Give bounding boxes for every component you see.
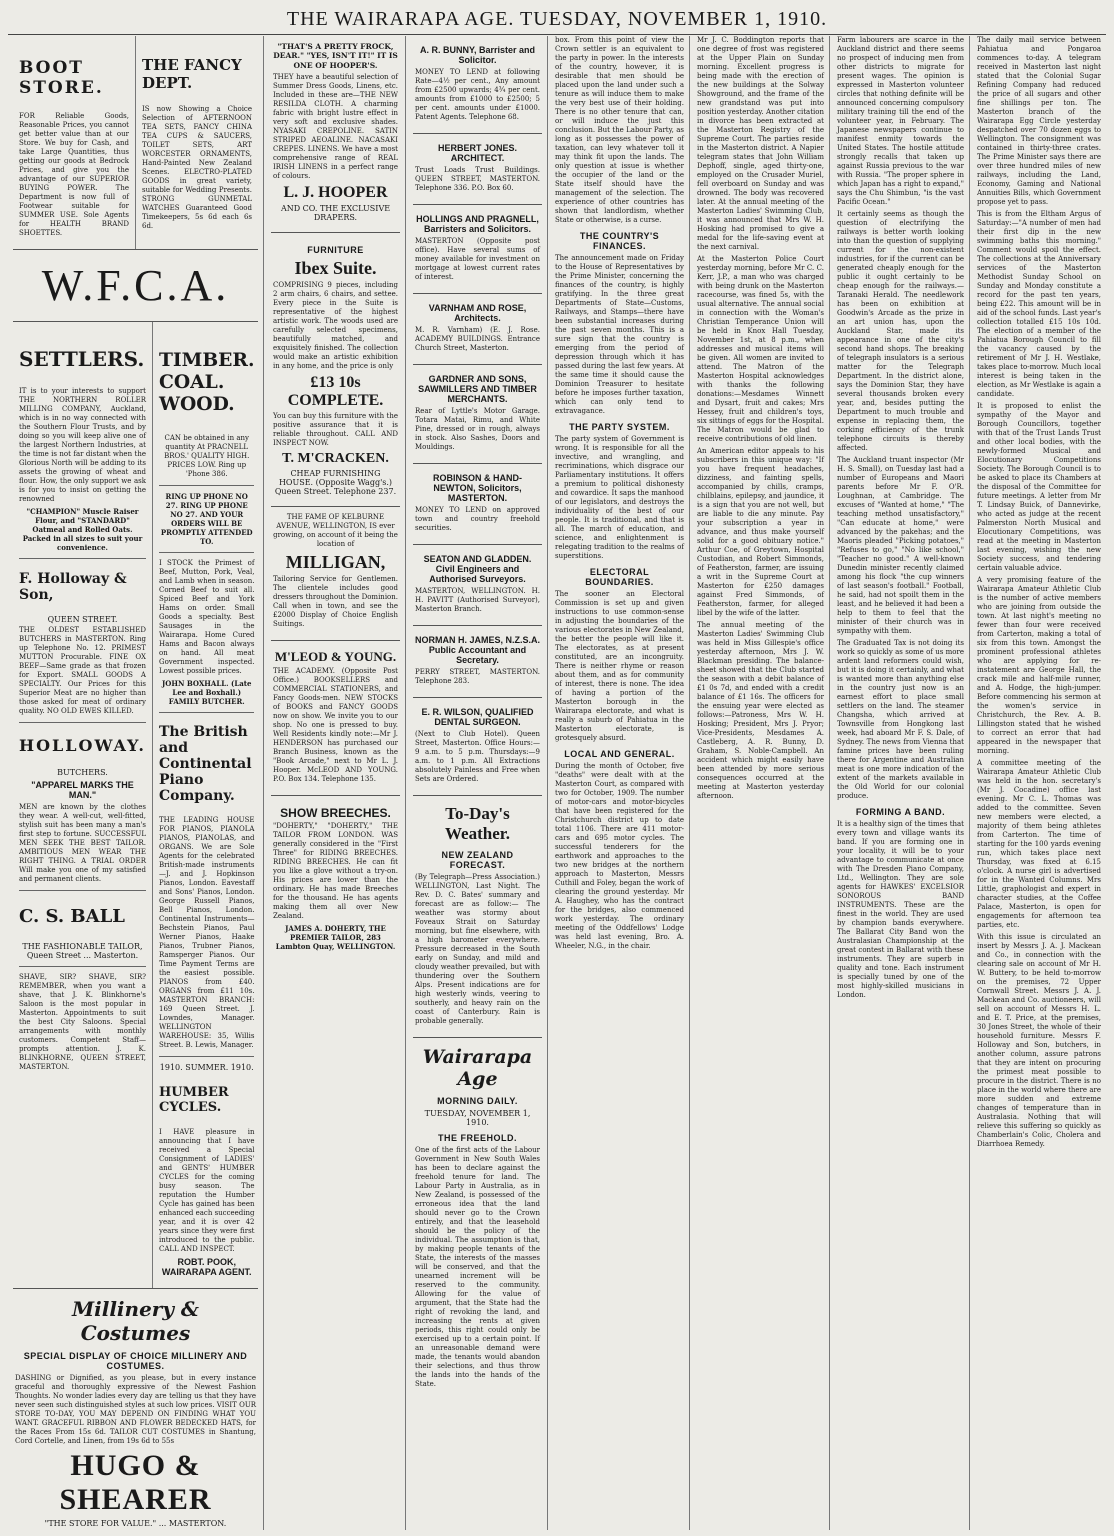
ad-wfca xyxy=(13,250,258,322)
hollings-text: MASTERTON (Opposite post office). Have several sums of money available for investment on mortgage at lowest current rates of interest. xyxy=(415,237,540,281)
pook-text: ROBT. POOK, WAIRARAPA AGENT. xyxy=(161,1256,252,1277)
humber-title: HUMBER CYCLES. xyxy=(158,1084,229,1115)
local-text: During the month of October, five "deaths" were dealt with at the Masterton Court, as compared with two for October, 1909. The number of motor-cars and motor-bicycles that have been registered for the Christchurch district up to date total 1106. There are 411 motor-cars and 695 motor cycles. The successful tenderers for the earthwork and approaches to the two new bridges at the northern approach to Masterton, Messrs Cuthill and Foley, began the work of clearing the ground yesterday. Mr A. Haughey, who has the contract for the bridges, also commenced work yesterday. The ordinary meeting of the Oddfellows' Lodge was held last evening, Bro. A. Wheeler, N.G., in the chair. xyxy=(555,762,684,950)
mcracken-sub: CHEAP FURNISHING HOUSE. (Opposite Wagg's.) Queen Street. Telephone 237. xyxy=(274,469,397,497)
mcracken-title: T. M'CRACKEN. xyxy=(282,451,389,467)
age-subtitle: MORNING DAILY. xyxy=(437,1096,518,1106)
ibex-price: £13 10s COMPLETE. xyxy=(287,374,384,410)
boot-store-text: FOR Reliable Goods, Reasonable Prices, you cannot get better value than at our Store. We buy for Cash, and take Large Quantities, thus getting our goods at Bedrock Prices, and give you the advantage of our SUPERIOR BUYING POWER. The Department is now full of Footwear suitable for SUMMER USE. Sole Agents for HEALTH BRAND SHOETTES. xyxy=(19,112,129,238)
divider xyxy=(19,558,146,559)
divider xyxy=(19,722,146,723)
timber-title: TIMBER. COAL. WOOD. xyxy=(158,348,255,415)
wilson-text: (Next to Club Hotel). Queen Street, Masterton. Office Hours:—9 a.m. to 5 p.m. Thursdays:—9 a.m. to 1 p.m. All Extractions absolutely Painless and Free when Sets are Ordered. xyxy=(415,730,540,783)
col6-text4: The annual meeting of the Masterton Ladies' Swimming Club was held in Miss Gillespie's office yesterday afternoon, Mrs J. W. Blackman presiding. The balance-sheet showed that the Club started the season with a debit balance of £1 0s 7d, and ended with a credit balance of £1 16s. The officers for the ensuing year were elected as follows:—Patroness, Mrs W. H. Hosking; President, Mrs J. Pryor; Vice-Presidents, Mesdames A. Castleberg, A. R. Bunny, D. Graham, S. Noble-Campbell. An accident which might easily have been attended by more serious consequences occurred at the meeting at Masterton yesterday afternoon. xyxy=(697,621,824,800)
col6-text2: At the Masterton Police Court yesterday morning, before Mr C. C. Kerr, J.P., a man who was charged with being drunk on the Masterton racecourse, was fined 5s, with the usual alternative. The annual social in connection with the Woman's Christian Temperance Union will be held in Knox Hall Tuesday, November 1st, at 8 p.m., when addresses and musical items will be given. All women are invited to attend. The Matron of the Masterton Hospital acknowledges with thanks the following donations:—Mesdames Winnett and Dysart, fruit and cakes; Mrs Hessey, fruit and children's toys, six sittings of eggs for the Hospital. The Matron would be glad to receive contributions of old linen. xyxy=(697,255,824,443)
humber-dates: 1910. SUMMER. 1910. xyxy=(159,1062,254,1072)
robinson-title: ROBINSON & HAND-NEWTON, Solicitors, MASTERTON. xyxy=(433,473,522,503)
timber-text: CAN be obtained in any quantity At PRACNELL BROS.' QUALITY HIGH. PRICES LOW. Ring up 'Phone 386. xyxy=(164,433,250,478)
col6-text1: Mr J. C. Boddington reports that one degree of frost was registered at the Upper Plain on Sunday morning. Excellent progress is being made with the erection of the new buildings at the Solway Showground, and the frame of the new grandstand was put into position yesterday. Another citation in divorce has been extracted at the Masterton Registry of the Supreme Court. The parties reside in the Masterton district. A Napier telegram states that John William Dephoff, single, aged thirty-one, employed on the Crusader Muriel, fell overboard on Sunday and was drowned. The body was recovered later. At the annual meeting of the Masterton Ladies' Swimming Club, it was announced that Mrs W. H. Hosking had promised to give a medal for the life-saving event at the next carnival. xyxy=(697,36,824,251)
column-5 xyxy=(550,36,690,1530)
finance-heading: THE COUNTRY'S FINANCES. xyxy=(579,231,660,251)
col5-text1: box. From this point of view the Crown settler is an equivalent to the party in power. In the interests of the country, however, it is desirable that men should be placed upon the land under such a tenure as will induce them to make the very best use of their holding. There is no other tenure that can, or will induce the just this conclusion. But the Labour Party, as long as it possesses the power of taxation, can levy whatever toll it may think fit upon the lands. The only question at issue is whether the occupier of the land or the State itself should have the management of the selection. The experience of other countries has shown that landlordism, whether State or otherwise, is a curse. xyxy=(555,36,684,224)
party-text: The party system of Government is wrong. It is responsible for all the invective, and wrangling, and recriminations, which disgrace our Parliamentary institutions. It offers a premium to political dishonesty and cowardice. It saps the manhood of our legislators, and destroys the individuality of the best of our people. It is traditional, and that is all. The march of education, and science, and enlightenment is relegating tradition to the realms of superstitions. xyxy=(555,435,684,560)
men-text: MEN are known by the clothes they wear. A well-cut, well-fitted, stylish suit has been many a man's first step to fortune. SUCCESSFUL MEN SEEK THE BEST TAILOR. AMBITIOUS MEN WEAR THE RIGHT THING. A TRIAL ORDER Will make you one of my satisfied and permanent clients. xyxy=(19,803,146,884)
ad-settlers-timber xyxy=(13,322,258,1289)
doherty-text: JAMES A. DOHERTY, THE PREMIER TAILOR, 283 Lambton Quay, WELLINGTON. xyxy=(275,924,396,952)
column-6 xyxy=(692,36,830,1530)
col8-text6: With this issue is circulated an insert by Messrs J. A. J. Mackean and Co., in connection with the clearing sale on account of Mr H. W. Buttery, to be held to-morrow on the premises, 72 Upper Cornwall Street. Messrs J. A. J. Mackean and Co. auctioneers, will sell on account of Messrs H. L. and E. T. Price, at the premises, 30 Jones Street, the whole of their household furniture. Messrs F. Holloway and Son, butchers, in another column, assure patrons that they are intent on procuring the primest meat possible to procure in the district. There is no place in the world where there are more sudden and extreme changes of temperature than in Australasia. Nothing that will relieve this suffering so quickly as Chamberlain's Colic, Cholera and Diarrhoea Remedy. xyxy=(977,933,1101,1148)
ad-boot-fancy xyxy=(13,36,258,250)
ibex-text: COMPRISING 9 pieces, including 2 arm chairs, 6 chairs, and settee. Every piece in the Suite is representative of the highest artistic work. The woods used are carefully selected specimens, beautifully matched, and exquisitely finished. The collection would make an artistic exhibition in any home, and the price is only xyxy=(273,281,398,371)
piano-title: The British and Continental Piano Company. xyxy=(158,724,252,805)
bunny-text: MONEY TO LEND at following Rate—4½ per cent., Any amount from £2500 upwards; 4¾ per cent. amounts from £1000 to £2500; 5 per cent. amounts under £1000. Patent Agents. Telephone 68. xyxy=(415,68,540,121)
divider xyxy=(159,712,255,713)
card-james xyxy=(413,626,542,698)
hooper-title: L. J. HOOPER xyxy=(283,184,388,202)
holloway-street: QUEEN STREET. xyxy=(47,614,118,624)
column-7 xyxy=(832,36,970,1530)
ad-milligan xyxy=(271,507,400,641)
fancy-dept-text: IS now Showing a Choice Selection of AFTERNOON TEA SETS, FANCY CHINA TEA CUPS & SAUCERS, TOILET SETS, ART WORCESTER ORNAMENTS, Hand-Painted New Zealand Scenes. ELECTRO-PLATED GOODS in great variety, suitable for Wedding Presents. STRONG GUNMETAL WATCHES Guaranteed Good Timekeepers, 5s 6d each 6s 6d. xyxy=(142,104,252,230)
ad-frock xyxy=(271,36,400,233)
settlers-text: IT is to your interests to support THE NORTHERN ROLLER MILLING COMPANY, Auckland, which is in no way connected with the Southern Flour Trusts, and by doing so you will keep alive one of the largest Northern Industries, at the time is not far distant when the Glorious North will be adding to its assets the growing of wheat and flour. How, the only support we ask is for you to insist on getting the renowned xyxy=(19,387,146,504)
milligan-head: THE FAME OF KELBURNE AVENUE, WELLINGTON, IS ever growing, on account of it being the location of xyxy=(273,513,398,549)
finance-text: The announcement made on Friday to the House of Representatives by the Prime Minister, concerning the finances of the country, is highly gratifying. In the three great Departments of State—Customs, Railways, and Stamps—there have been substantial increases during the past seven months. This is a sure sign that the country is emerging from the period of depression through which it has passed during the last few years. At the same time it should cause the Dominion Treasurer to hesitate before he imposes further taxation, which can only tend to extravagance. xyxy=(555,254,684,415)
millinery-subtitle: SPECIAL DISPLAY OF CHOICE MILLINERY AND COSTUMES. xyxy=(23,1350,248,1371)
divider xyxy=(159,485,255,486)
column-4 xyxy=(408,36,548,1530)
ad-breeches xyxy=(271,796,400,962)
ad-mcleod-young xyxy=(271,641,400,796)
ad-timber xyxy=(153,322,261,1288)
stock-text: I STOCK the Primest of Beef, Mutton, Pork, Veal, and Lamb when in season. Corned Beef to suit all. Spiced Beef and York Hams on order. Small Goods a specialty. Best Sausages in the Wairarapa. Home Cured Hams and Bacon always on hand. All meat Government inspected. Lowest possible prices. xyxy=(158,558,255,675)
col8-text3: It is proposed to enlist the sympathy of the Mayor and Borough Councillors, together with that of the Trust Lands Trust and other local bodies, with the newly-formed Musical and Elocutionary Competitions Society. The Borough Council is to be asked to place its Chambers at the disposal of the Committee for future meetings. A letter from Mr T. Lindsay Buick, of Dannevirke, who acted as judge at the recent Palmerston North Musical and Elocutionary Competitions, was read at the meeting in Masterton last evening, wishing the new Society success, and tendering certain valuable advice. xyxy=(977,402,1101,572)
divider xyxy=(19,966,146,967)
piano-text: THE LEADING HOUSE FOR PIANOS, PIANOLA PIANOS, PIANOLAS, and ORGANS. We are Sole Agents for the celebrated British-made instruments—J. and J. Hopkinson Pianos, London. Eavestaff and Sons' Pianos, London. George Russell Pianos, Bell Pianos, London. Continental Instruments—Bechstein Pianos, Paul Werner Pianos, Haake Pianos, Trubner Pianos, Ramsperger Pianos. Our Time Payment Terms are the easiest possible. PIANOS from £40. ORGANS from £11 10s. MASTERTON BRANCH: 169 Queen Street. J. Lowndes, Manager. WELLINGTON WAREHOUSE: 35, Willis Street. B. Lewis, Manager. xyxy=(158,815,255,1049)
col7-text4: The Graduated Tax is not doing its work so quickly as some of us more ardent land reformers could wish, but it is doing it certainly, and what is wanted more than anything else in the country just now is an earnest effort to place small settlers on the land. The steamer Changsha, which arrived at Townsville from Hongkong last week, had aboard Mr F. S. Dale, of Sydney. The news from Vienna that famine prices have been ruling there for Argentine and Australian meat is one more indication of the extent of the markets available in the Old World for our colonial produce. xyxy=(837,639,964,800)
band-text: It is a healthy sign of the times that every town and village wants its band. If you are forming one in your locality, it will be to your advantage to communicate at once with The Dresden Piano Company, Ltd., Wellington. They are sole agents for HAWKES' EXCELSIOR SONOROUS BAND INSTRUMENTS. These are the finest in the world. They are used by champion bands everywhere. The Ballarat City Band won the Australasian Championship at the great contest in Ballarat with these instruments. They are superb in quality and tone. Each instrument is specially tuned by one of the most highly-skilled musicians in London. xyxy=(837,820,964,999)
freehold-heading: THE FREEHOLD. xyxy=(437,1133,517,1143)
hollings-title: HOLLINGS AND PRAGNELL, Barristers and Solicitors. xyxy=(416,214,539,234)
weather-text: (By Telegraph—Press Association.) WELLINGTON, Last Night. The Rev. D. C. Bates' summary and forecast are as follow:— The weather was stormy about Foveaux Strait on Saturday morning, but fine elsewhere, with a high barometer everywhere. Pressure decreased in the South early on Sunday, and mild and cloudy weather prevailed, but with thundering over the Southern Alps. Present indications are for high westerly winds, veering to southerly, and heavy rain on the coast of Canterbury. Rain is probable generally. xyxy=(415,873,540,1025)
card-wilson xyxy=(413,698,542,796)
boxhall-text: JOHN BOXHALL. (Late Lee and Boxhall.) FAMILY BUTCHER. xyxy=(161,678,252,706)
card-varnham xyxy=(413,294,542,365)
col8-text1: The daily mail service between Pahiatua and Pongaroa commences to-day. A telegram received in Masterton last night stated that the Colonial Sugar Refining Company had reduced the price of all sugars and other fine shillings per ton. The Masterton branch of the Wairarapa Egg Circle yesterday despatched over 70 dozen eggs to Wellington. The consignment was contained in thirty-three crates. The Prime Minister says there are over three hundred miles of new railways, including the Land, Economy, Gaming and National Annuities Bills, which Government propose yet to pass. xyxy=(977,36,1101,206)
col7-text1: Farm labourers are scarce in the Auckland district and there seems no prospect of inducing men from other districts to migrate for present wages. The opinion is expressed in Masterton volunteer circles that nothing definite will be announced concerning compulsory military training till the end of the volunteer year, in February. The Japanese newspapers continue to manifest enmity towards the United States. The hostile attitude strongly recalls that taken up against Russia previous to the war with Russia. "The proper sphere in which Japan has a right to expand," says the Chu Shimbun, "is the vast Pacific Ocean." xyxy=(837,36,964,206)
shave-text: SHAVE, SIR? SHAVE, SIR? REMEMBER, when you want a shave, that J. K. Blinkhorne's Saloon is the most popular in Masterton. Appointments to suit the best City Saloons. Special arrangements with monthly customers. Competent Staff—prompts attention. J. K. BLINKHORNE, QUEEN STREET, MASTERTON. xyxy=(19,973,146,1072)
electoral-text: The sooner an Electoral Commission is set up and given instructions to use common-sense in adjusting the boundaries of the various electorates in New Zealand, the better the people will like it. The electorates, as at present constituted, are an incongruity. There is neither rhyme or reason about them, and as for community of interest, there is none. The idea of having a portion of the Masterton borough in the Wairarapa electorate, and what is really a suburb of Pahiatua in the Masterton electorate, is grotesquely absurd. xyxy=(555,590,684,742)
ad-settlers xyxy=(13,322,153,1288)
age-title: Wairarapa Age xyxy=(422,1046,533,1090)
ibex-title: Ibex Suite. xyxy=(294,258,377,279)
card-hollings xyxy=(413,205,542,294)
bunny-title: A. R. BUNNY, Barrister and Solicitor. xyxy=(419,45,536,65)
band-heading: FORMING A BAND. xyxy=(855,807,946,817)
champion-text: "CHAMPION" Muscle Raiser Flour, and "STANDARD" Oatmeal and Rolled Oats. Packed in all sizes to suit your convenience. xyxy=(22,507,143,553)
weather-title: To-Day's Weather. xyxy=(444,804,510,843)
jones-title: HERBERT JONES. ARCHITECT. xyxy=(437,143,517,163)
varnham-text: M. R. Varnham) (E. J. Rose. ACADEMY BUILDINGS. Entrance Church Street, Masterton. xyxy=(415,326,540,352)
ball-title: C. S. BALL xyxy=(19,906,125,928)
wilson-title: E. R. WILSON, QUALIFIED DENTAL SURGEON. xyxy=(421,707,534,727)
varnham-title: VARNHAM AND ROSE, Architects. xyxy=(428,303,527,323)
apparel-slogan: "APPAREL MARKS THE MAN." xyxy=(31,780,134,801)
column-3 xyxy=(266,36,406,1530)
ibex-price-text: You can buy this furniture with the positive assurance that it is reliable throughout. CALL AND INSPECT NOW. xyxy=(273,412,398,448)
divider xyxy=(19,890,146,891)
hugo-shearer-sub: "THE STORE FOR VALUE." ... MASTERTON. xyxy=(44,1518,227,1528)
col7-text3: The Auckland truant inspector (Mr H. S. Small), on Tuesday last had a number of Europeans and Maori parents before Mr F. O'R. Loughnan, at Cambridge. The excuses of "Wanted at home," "The teaching method unsatisfactory," "Can educate at home," were advanced by the pakehas; and the Maoris pleaded "Picking potatoes," "Refuses to go," "No like school," "Teacher no good." A well-known Dunedin minister recently claimed among his flock "the cup winners of last season's football." Football, he said, had not spoilt them in the least, and he believed it had been a help to them to feel that the minister of their church was in sympathy with them. xyxy=(837,456,964,635)
holloway-title: F. Holloway & Son, xyxy=(19,571,127,604)
age-date: TUESDAY, NOVEMBER 1, 1910. xyxy=(424,1109,531,1127)
breeches-title: SHOW BREECHES. xyxy=(280,806,391,821)
jones-text: Trust Loads Trust Buildings. QUEEN STREET, MASTERTON. Telephone 336. P.O. Box 60. xyxy=(415,166,540,192)
humber-text: I HAVE pleasure in announcing that I have received a Special Consignment of LADIES' and GENTS' HUMBER CYCLES for the coming busy season. The reputation the Humber Cycle has gained has been enhanced each succeeding year, and it is over 42 years since they were first introduced to the public. CALL AND INSPECT. xyxy=(158,1127,255,1253)
millinery-text: DASHING or Dignified, as you please, but in every instance graceful and thoroughly expressive of the Newest Fashion Thoughts. No wonder ladies every day are telling us that they have never seen such distinguished styles at such low prices. VISIT OUR STORE TO-DAY, YOU MAY DEPEND ON FINDING WHAT YOU WANT. GRACEFUL RIBBON AND FLOWER BEDECKED HATS, for the Races From 15s 6d. TAILOR CUT COSTUMES in Shantung, Cord Cortelle, and Linen, from 19s 6d to 55s xyxy=(15,1373,256,1445)
party-heading: THE PARTY SYSTEM. xyxy=(569,422,670,432)
col8-text4: A very promising feature of the Wairarapa Amateur Athletic Club is the number of active members who are joining from outside the town. At last night's meeting no fewer than four were received from Carterton, making a total of six from this town. Amongst the prominent professional athletes who are applying for re-instatement are George Hall, the crack mile and half-mile runner, and A. Hodge, the high-jumper. Before commencing his sermon at the women's service in Christchurch, the Rev. A. B. Lillingston stated that he wished to correct an error that had appeared in the newspaper that morning. xyxy=(977,576,1101,755)
ad-fancy-dept xyxy=(136,36,258,249)
card-bunny xyxy=(413,36,542,134)
hooper-sub: AND CO. THE EXCLUSIVE DRAPERS. xyxy=(280,204,391,223)
butchers-label: BUTCHERS. xyxy=(57,768,108,778)
settlers-title: SETTLERS. xyxy=(19,346,145,371)
gardner-text: Rear of Lyttle's Motor Garage. Totara Matai, Rimu, and White Pine, dressed or in rough, always in stock. Also Sashes, Doors and Mouldings. xyxy=(415,407,540,451)
james-title: NORMAN H. JAMES, N.Z.S.A. Public Accountant and Secretary. xyxy=(415,635,541,665)
card-seaton xyxy=(413,545,542,626)
masthead-rule xyxy=(8,34,1106,35)
seaton-title: SEATON AND GLADDEN. Civil Engineers and Authorised Surveyors. xyxy=(423,554,532,584)
col8-text5: A committee meeting of the Wairarapa Amateur Athletic Club was held in the hon. secretary's (Mr J. Cocadine) office last evening. Mr C. L. Thomas was added to the committee. Seven new members were elected, a majority of them being athletes from Carterton. The time of starting for the 100 yards evening run, which takes place next Thursday, was fixed at 6.15 o'clock. A nurse girl is advertised for in the Wanted Columns. Mrs Little, graphologist and expert in character studies, at the Coffee Palace, Masterton, is open for engagements for afternoon tea parties, etc. xyxy=(977,759,1101,929)
ad-ibex-suite xyxy=(271,233,400,507)
ad-millinery xyxy=(13,1289,258,1530)
divider xyxy=(159,552,255,553)
section-weather xyxy=(413,796,542,1038)
ad-boot-store xyxy=(13,36,136,249)
frock-text: THEY have a beautiful selection of Summer Dress Goods, Linens, etc. Included in these are—THE NEW RESILDA CLOTH. A charming fabric with bright lustre effect in very soft and exclusive shades. NYASAKI CREPOLINE. SATIN STRIPED AEOALINE. NACASAKI CREPES. LINENS. We have a most comprehensive range of REAL IRISH LINENS in a perfect range of colours. xyxy=(273,73,398,181)
milligan-text: Tailoring Service for Gentlemen. The clientele includes good dressers throughout the Dominion. Call when in town, and see the £2000 Display of Choice English Suitings. xyxy=(273,575,398,629)
ball-text: THE FASHIONABLE TAILOR, Queen Street ... Masterton. xyxy=(22,942,143,961)
column-8 xyxy=(972,36,1106,1530)
divider xyxy=(159,1056,255,1057)
robinson-text: MONEY TO LEND on approved town and country freehold securities. xyxy=(415,506,540,532)
frock-title: "THAT'S A PRETTY FROCK, DEAR." "YES, ISN'T IT!" IT IS ONE OF HOOPER'S. xyxy=(273,42,398,70)
boot-store-title: BOOT STORE. xyxy=(19,58,104,99)
holloway-butchers-title: HOLLOWAY. xyxy=(19,735,146,755)
gardner-title: GARDNER AND SONS, SAWMILLERS AND TIMBER MERCHANTS. xyxy=(418,374,537,404)
column-ads-left xyxy=(8,36,264,1530)
card-gardner xyxy=(413,365,542,464)
hugo-shearer-title: HUGO & SHEARER xyxy=(59,1448,212,1516)
young-text: THE ACADEMY. (Opposite Post Office.) BOOKSELLERS and COMMERCIAL STATIONERS, and Fancy Goods-men. NEW STOCKS of BOOKS and FANCY GOODS now on show. We invite you to our shop. No one is pressed to buy. Well Residents kindly note:—Mr J. HENDERSON has purchased our Branch Business, known as the "Book Arcade," next to Mr L. J. Hooper. McLEOD AND YOUNG. P.O. Box 134. Telephone 135. xyxy=(273,667,398,784)
milligan-title: MILLIGAN, xyxy=(285,552,386,573)
wfca-logo: W.F.C.A. xyxy=(41,261,230,311)
card-robinson xyxy=(413,464,542,545)
electoral-heading: ELECTORAL BOUNDARIES. xyxy=(585,567,654,587)
masthead: THE WAIRARAPA AGE. TUESDAY, NOVEMBER 1, 1910. xyxy=(286,8,828,30)
col7-text2: It certainly seems as though the question of electrifying the railways is better worth looking into than the question of supplying current for the non-existent industries, for if the current can be generated cheaply enough for the public it ought certainly to be cheap enough for the railways.—Taranaki Herald. The needlework has been on exhibition at Goodwin's Arcade as the prize in an art union has, upon the Auckland Star, made its appearance in one of the city's second hand shops. The breaking of telegraph insulators is a serious matter for the Telegraph Department. In the district alone, says the Dominion Star, they have several thousands broken every year, and, besides putting the Department to much trouble and expense in replacing them, the corking efficiency of the trunk telephone circuits is thereby affected. xyxy=(837,210,964,452)
col8-text2: This is from the Eltham Argus of Saturday:—"A number of men had their first dip in the new swimming baths this morning." Comment would spoil the effect. The collections at the Anniversary services of the Masterton Methodist Sunday School on Sunday and Monday constitute a record for the past ten years, being £22. This amount will be in aid of the school funds. Last year's collection totalled £15 10s 10d. The election of a member of the Pahiatua Borough Council to fill the vacancy caused by the retirement of Mr J. H. Westlake, takes place to-morrow. Much local interest is being taken in the election, as Mr Westlake is again a candidate. xyxy=(977,210,1101,398)
furniture-label: FURNITURE xyxy=(307,245,364,256)
weather-subtitle: NEW ZEALAND FORECAST. xyxy=(441,850,514,870)
seaton-text: MASTERTON, WELLINGTON. H. H. PAVITT (Authorised Surveyor), Masterton Branch. xyxy=(415,587,540,613)
millinery-title: Millinery & Costumes xyxy=(72,1296,199,1345)
col6-text3: An American editor appeals to his subscribers in this unique way: "If you have frequent headaches, dizziness, and fainting spells, accompanied by chills, cramps, chilblains, epilepsy, and jaundice, it is a sign that you are not well, but are liable to die any minute. Pay your subscription a year in advance, and thus make yourself solid for a good obituary notice." Arthur Coe, of Greytown, Hospital Custodian, and Robert Simmonds, of Featherston, farmer, are issuing a writ in the Supreme Court at Masterton for £250 damages against Fred Simmonds, of Featherston, farmer, for alleged libel by the wife of the latter. xyxy=(697,447,824,617)
breeches-text: "DOHERTY," "DOHERTY," THE TAILOR FROM LONDON. WAS generally considered in the "First Three" for RIDING BREECHES. RIDING BREECHES. He can fit you like a glove without a try-on. His prices are lower than the ordinary. He has made Breeches for the thousand. He has agents making them all over New Zealand. xyxy=(273,822,398,921)
section-editorial xyxy=(413,1038,542,1400)
card-jones xyxy=(413,134,542,205)
fancy-dept-title: THE FANCY DEPT. xyxy=(142,56,242,93)
freehold-text: One of the first acts of the Labour Government in New South Wales has been to declare against the freehold tenure for land. The Labour Party in Australia, as in New Zealand, is possessed of the erroneous idea that the land should never go to the Crown entirely, and that the leasehold should be the policy of the individual. The assumption is that, by making people tenants of the State, the interests of the masses will be conserved, and that the unearned increment will be reserved to the community. Allowing for the value of argument, that the State had the right of revoking the land, and increasing the rents at given periods, this right could only be exercised up to a certain point. If an unreasonable demand were made, the tenants would abandon their selections, and thus throw the lands into the hands of the State. xyxy=(415,1146,540,1388)
holloway-text: THE OLDEST ESTABLISHED BUTCHERS in MASTERTON. Ring up Telephone No. 12. PRIMEST MUTTON Procurable. FINE OX BEEF—Same grade as that frozen for Export. SMALL GOODS A SPECIALTY. Our Prices for this Superior Meat are no higher than those asked for meat of ordinary quality. NO OLD EWES KILLED. xyxy=(19,625,146,715)
ring-text: RING UP PHONE NO 27. RING UP PHONE NO 27. AND YOUR ORDERS WILL BE PROMPTLY ATTENDED TO. xyxy=(160,491,253,546)
local-heading: LOCAL AND GENERAL. xyxy=(564,749,675,759)
young-title: M'LEOD & YOUNG. xyxy=(274,649,397,665)
james-text: PERRY STREET, MASTERTON. Telephone 283. xyxy=(415,668,540,685)
